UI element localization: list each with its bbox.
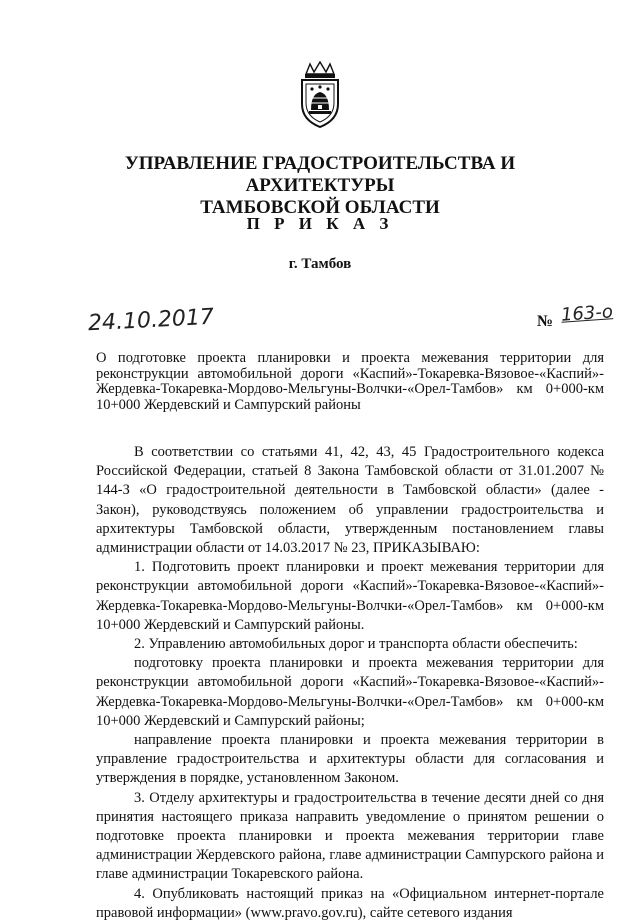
organization-title [60, 153, 580, 219]
body-paragraph: 1. Подготовить проект планировки и проект межевания территории для реконструкции автомобильной дороги «Каспий»-Токаревка-Вязовое-«Каспий»-Жердевка-Токаревка-Мордово-Мельгуны-Волчки-«Орел-Тамбов» км 0+000-км 10+000 Жердевский и Сампурский районы. [96, 559, 604, 633]
body-paragraph: 2. Управлению автомобильных дорог и транспорта области обеспечить: [134, 636, 578, 653]
handwritten-number: 163-о [560, 301, 614, 326]
body-paragraph: В соответствии со статьями 41, 42, 43, 45 Градостроительного кодекса Российской Федерации, статьей 8 Закона Тамбовской области от 31.01.2007 № 144-З «О градостроительной деятельности в Тамбовской области» (далее - Закон), руководствуясь положением об управлении градостроительства и архитектуры Тамбовской области, утвержденным постановлением главы администрации области от 14.03.2017 № 23, ПРИКАЗЫВАЮ: [96, 444, 604, 557]
body-paragraph: направление проекта планировки и проекта межевания территории в управление градостроительства и архитектуры области для согласования и утверждения в порядке, установленном Законом. [96, 732, 604, 787]
body-paragraph: 4. Опубликовать настоящий приказ на «Официальном интернет-портале правовой информации» (www.pravo.gov.ru), сайте сетевого издания [96, 885, 604, 921]
coat-of-arms-icon [292, 60, 348, 130]
body-paragraph: 3. Отделу архитектуры и градостроительства в течение десяти дней со дня принятия настоящего приказа направить уведомление о принятом решении о подготовке проекта планировки и проекта межевания территории главе администрации Жердевского района, главе администрации Сампурского района и главе администрации Токаревского района. [96, 789, 604, 883]
document-subject: О подготовке проекта планировки и проекта межевания территории для реконструкции автомобильной дороги «Каспий»-Токаревка-Вязовое-«Каспий»-Жердевка-Токаревка-Мордово-Мельгуны-Волчки-«Орел-Тамбов» км 0+000-км 10+000 Жердевский и Сампурский районы [96, 350, 604, 413]
body-paragraph: подготовку проекта планировки и проекта межевания территории для реконструкции автомобильной дороги «Каспий»-Токаревка-Вязовое-«Каспий»-Жердевка-Токаревка-Мордово-Мельгуны-Волчки-«Орел-Тамбов» км 0+000-км 10+000 Жердевский и Сампурский районы; [96, 655, 604, 729]
organization-title-line-1: УПРАВЛЕНИЕ ГРАДОСТРОИТЕЛЬСТВА И АРХИТЕКТУРЫ [124, 153, 516, 196]
number-label: № [537, 313, 554, 330]
document-type: П Р И К А З [246, 214, 394, 233]
organization-title-line-2: ТАМБОВСКОЙ ОБЛАСТИ [200, 197, 440, 218]
handwritten-date: 24.10.2017 [87, 304, 215, 337]
document-body [96, 443, 604, 923]
city: г. Тамбов [288, 256, 352, 272]
